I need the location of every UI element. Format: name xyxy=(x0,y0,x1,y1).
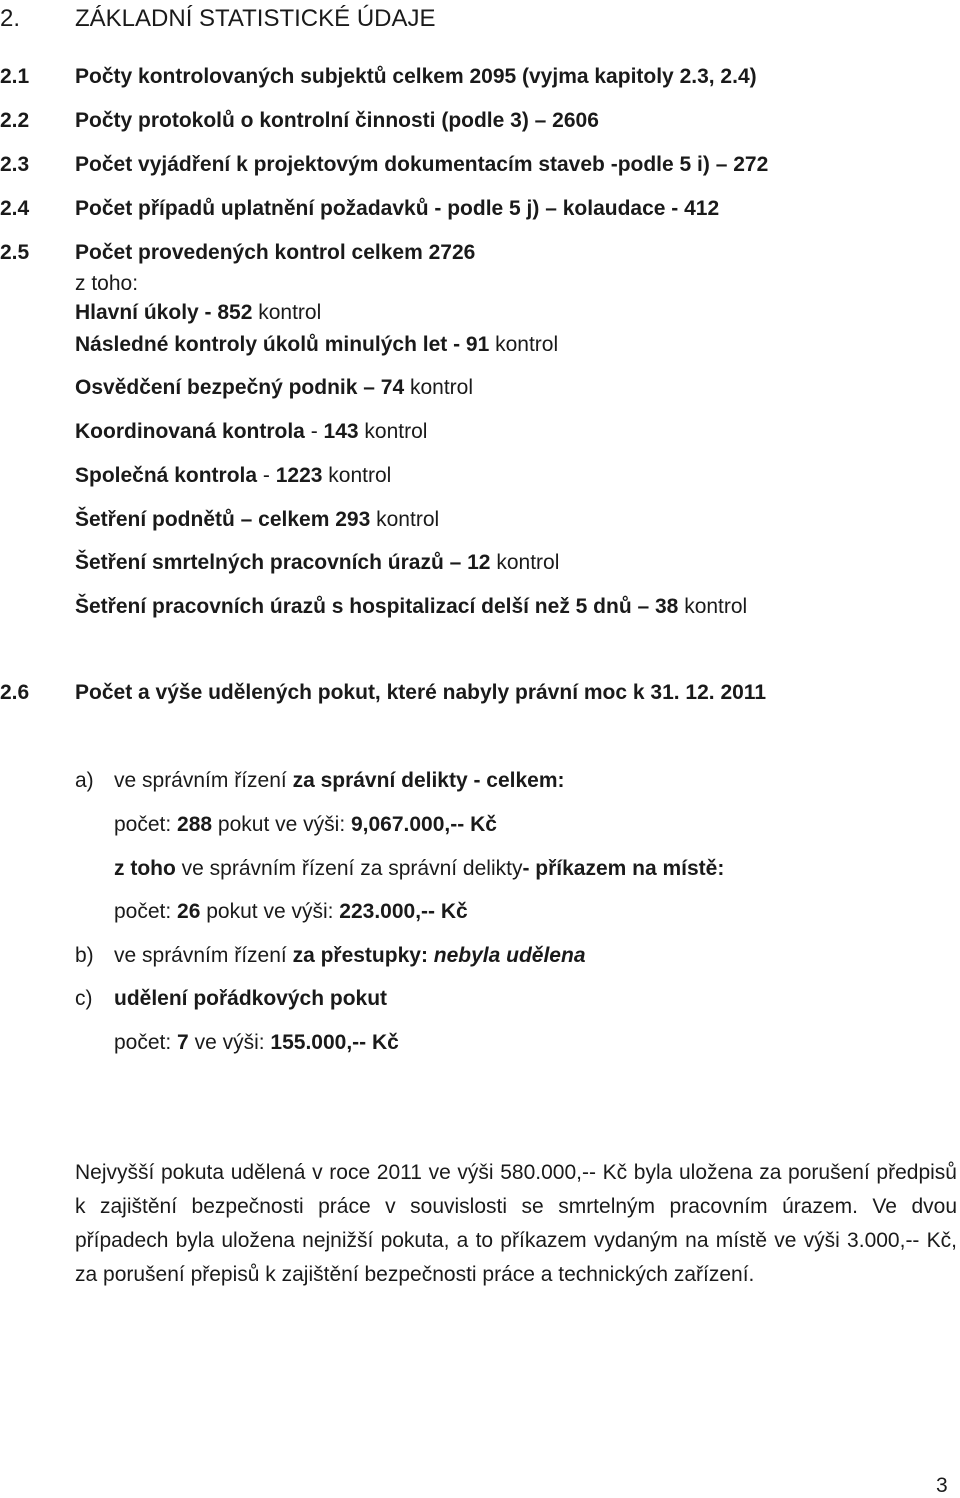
fines-b-marker: b) xyxy=(75,944,94,967)
control-osvedceni: Osvědčení bezpečný podnik – 74 kontrol xyxy=(75,376,473,399)
item-number: 2.5 xyxy=(0,241,30,264)
control-koordinovana: Koordinovaná kontrola - 143 kontrol xyxy=(75,420,428,443)
z-toho-label: z toho: xyxy=(75,272,139,295)
item-number: 2.3 xyxy=(0,153,30,176)
item-text: Počet případů uplatnění požadavků - podle 5 j) – kolaudace - 412 xyxy=(75,197,720,220)
fines-a-text: ve správním řízení za správní delikty - celkem: xyxy=(114,769,565,792)
control-smrtelnych: Šetření smrtelných pracovních úrazů – 12 kontrol xyxy=(75,551,560,574)
item-text: Počty kontrolovaných subjektů celkem 2095 (vyjma kapitoly 2.3, 2.4) xyxy=(75,65,757,88)
control-nasledne: Následné kontroly úkolů minulých let - 91 kontrol xyxy=(75,333,559,356)
fines-a-subcount: počet: 26 pokut ve výši: 223.000,-- Kč xyxy=(114,900,468,923)
section-number: 2. xyxy=(0,5,21,32)
item-text: Počet vyjádření k projektovým dokumentacím staveb -podle 5 i) – 272 xyxy=(75,153,769,176)
fines-a-marker: a) xyxy=(75,769,94,792)
item-number: 2.1 xyxy=(0,65,30,88)
summary-paragraph: Nejvyšší pokuta udělená v roce 2011 ve výši 580.000,-- Kč byla uložena za porušení předpisů k zajištění bezpečnosti práce v souvislosti se smrtelným pracovním úrazem. Ve dvou případech byla uložena nejnižší pokuta, a to příkazem vydaným na místě ve výši 3.000,-- Kč, za porušení přepisů k zajištění bezpečnosti práce a technických zařízení. xyxy=(75,1161,957,1286)
fines-b-text: ve správním řízení za přestupky: nebyla udělena xyxy=(114,944,586,967)
fines-c-text: udělení pořádkových pokut xyxy=(114,987,388,1010)
item-number: 2.2 xyxy=(0,109,30,132)
control-spolecna: Společná kontrola - 1223 kontrol xyxy=(75,464,392,487)
item-text: Počet a výše udělených pokut, které nabyly právní moc k 31. 12. 2011 xyxy=(75,681,767,704)
fines-c-marker: c) xyxy=(75,987,93,1010)
fines-a-subline: z toho ve správním řízení za správní delikty- příkazem na místě: xyxy=(114,857,725,880)
control-podnetu: Šetření podnětů – celkem 293 kontrol xyxy=(75,508,440,531)
control-hlavni: Hlavní úkoly - 852 kontrol xyxy=(75,301,322,324)
section-title: ZÁKLADNÍ STATISTICKÉ ÚDAJE xyxy=(75,5,436,32)
fines-a-count: počet: 288 pokut ve výši: 9,067.000,-- Kč xyxy=(114,813,497,836)
fines-c-count: počet: 7 ve výši: 155.000,-- Kč xyxy=(114,1031,399,1054)
page-number: 3 xyxy=(936,1474,948,1497)
item-number: 2.4 xyxy=(0,197,30,220)
control-hospitalizace: Šetření pracovních úrazů s hospitalizací delší než 5 dnů – 38 kontrol xyxy=(75,595,748,618)
item-number: 2.6 xyxy=(0,681,30,704)
item-text: Počet provedených kontrol celkem 2726 xyxy=(75,241,476,264)
item-text: Počty protokolů o kontrolní činnosti (podle 3) – 2606 xyxy=(75,109,599,132)
